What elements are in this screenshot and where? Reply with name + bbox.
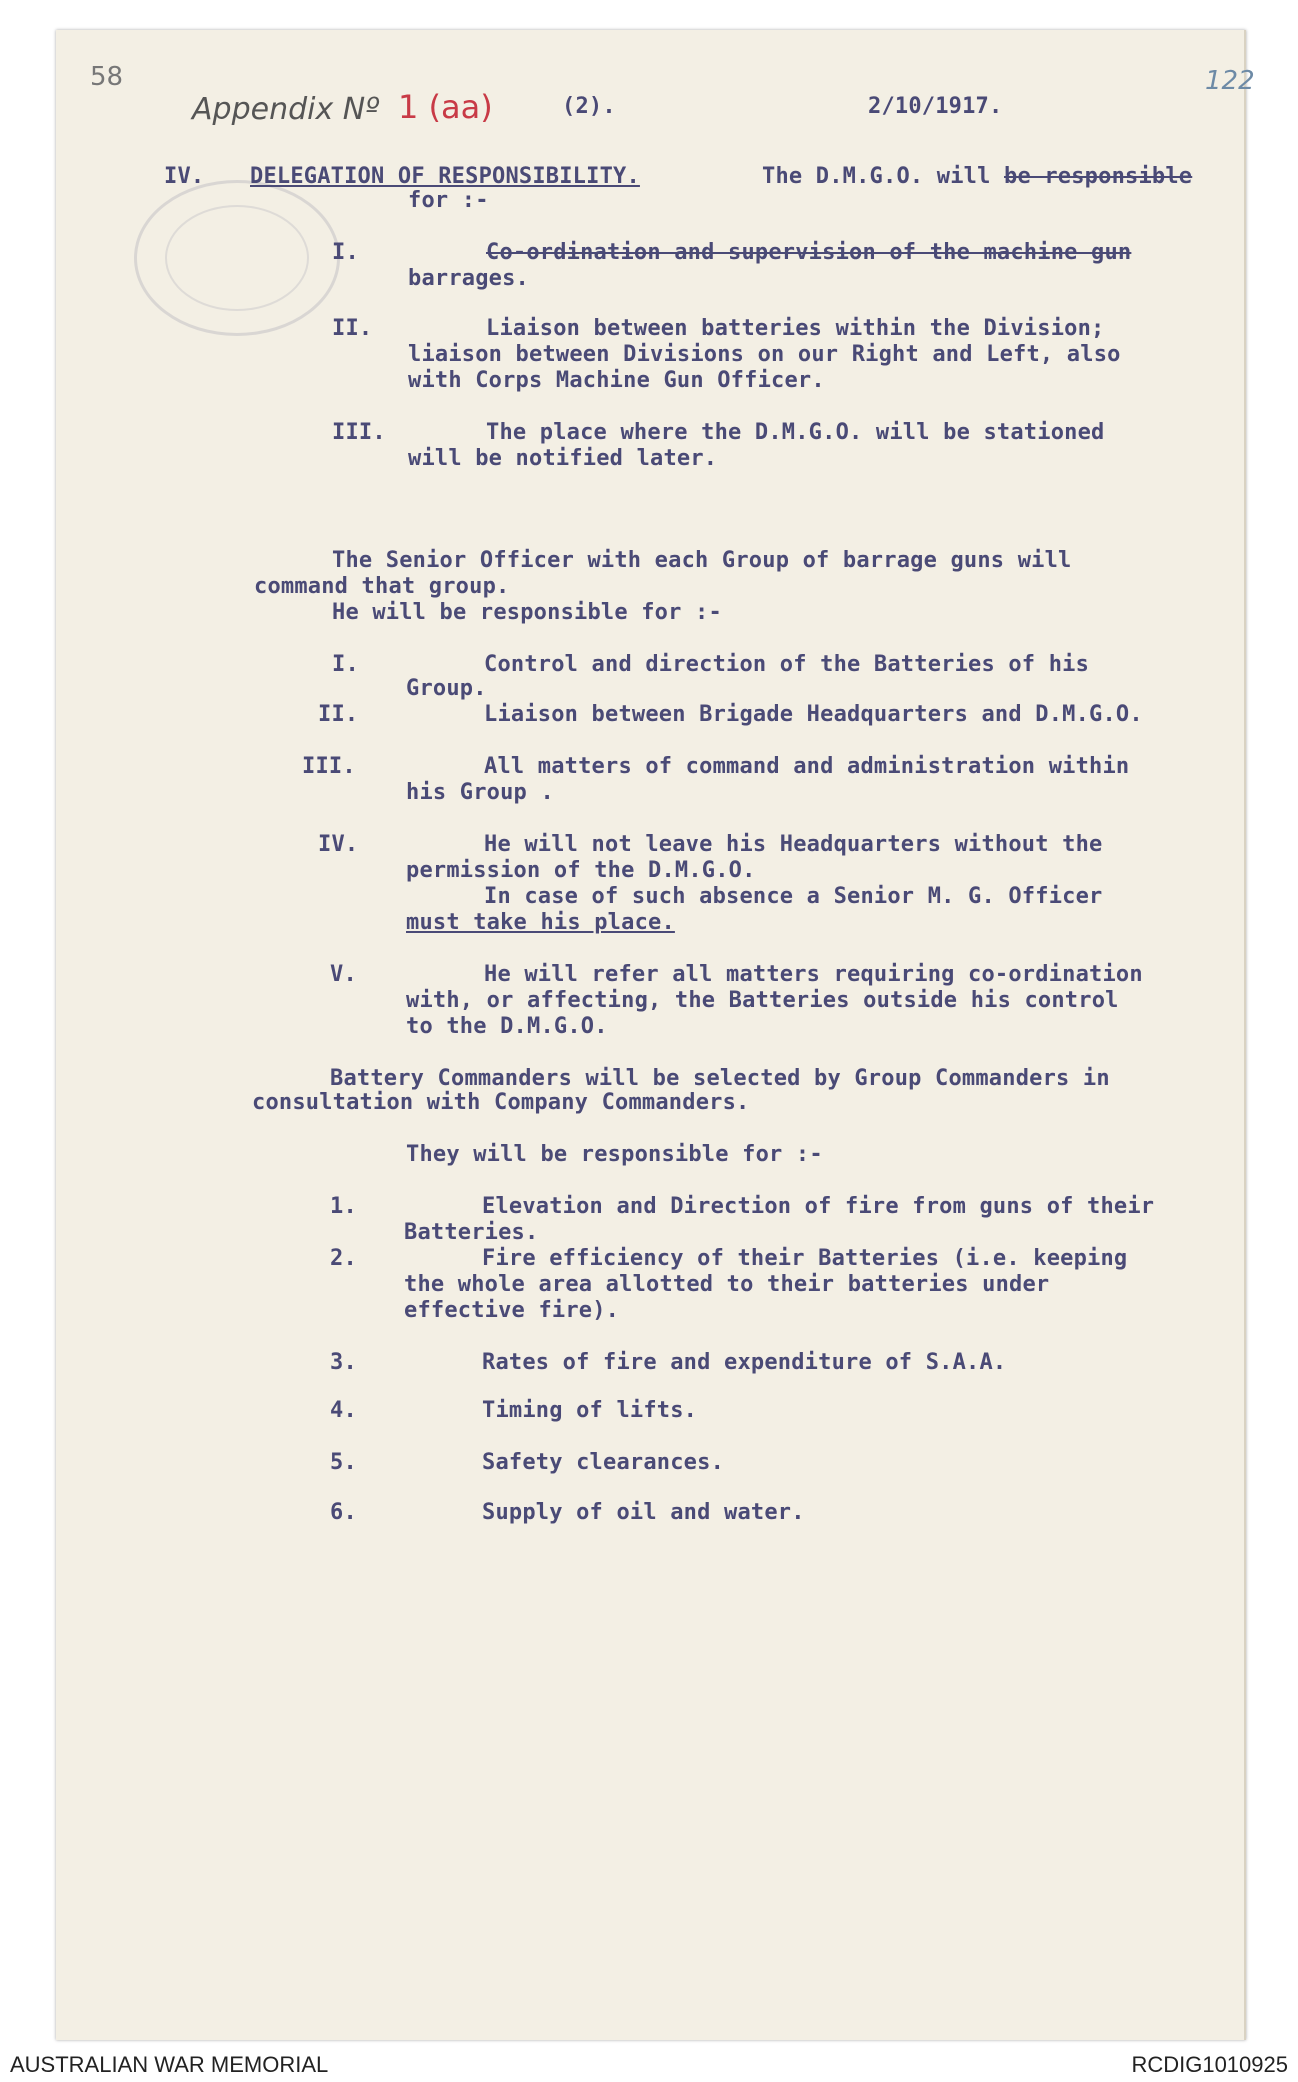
group-item-text: with, or affecting, the Batteries outside his control bbox=[406, 988, 1119, 1013]
footer-record-id: RCDIG1010925 bbox=[1131, 2052, 1288, 2077]
group-paragraph: The Senior Officer with each Group of barrage guns will bbox=[332, 548, 1072, 573]
battery-item-num: 4. bbox=[330, 1398, 357, 1423]
group-item-text: to the D.M.G.O. bbox=[406, 1014, 608, 1039]
battery-item-text: Safety clearances. bbox=[482, 1450, 725, 1475]
group-paragraph: He will be responsible for :- bbox=[332, 600, 722, 625]
battery-item-text: effective fire). bbox=[404, 1298, 620, 1323]
battery-item-text: Rates of fire and expenditure of S.A.A. bbox=[482, 1350, 1007, 1375]
group-item-text: In case of such absence a Senior M. G. Officer bbox=[484, 884, 1103, 909]
battery-item-text: Timing of lifts. bbox=[482, 1398, 698, 1423]
battery-item-num: 1. bbox=[330, 1194, 357, 1219]
page-marker: (2). bbox=[562, 94, 616, 119]
dmgo-item-text: with Corps Machine Gun Officer. bbox=[408, 368, 825, 393]
group-item-num: I. bbox=[332, 652, 359, 677]
group-paragraph: command that group. bbox=[254, 574, 510, 599]
group-item-text: Control and direction of the Batteries of his bbox=[484, 652, 1090, 677]
appendix-number: 1 (aa) bbox=[398, 88, 493, 126]
battery-item-text: Supply of oil and water. bbox=[482, 1500, 805, 1525]
footer-archive-name: AUSTRALIAN WAR MEMORIAL bbox=[10, 2052, 329, 2077]
battery-paragraph: consultation with Company Commanders. bbox=[252, 1090, 750, 1115]
group-item-text: must take his place. bbox=[406, 910, 675, 935]
dmgo-item-num: III. bbox=[332, 420, 386, 445]
group-item-text: his Group . bbox=[406, 780, 554, 805]
battery-item-num: 5. bbox=[330, 1450, 357, 1475]
battery-item-num: 6. bbox=[330, 1500, 357, 1525]
group-item-text: Liaison between Brigade Headquarters and D.M.G.O. bbox=[484, 702, 1143, 727]
group-item-num: III. bbox=[302, 754, 356, 779]
section-intro-cont: for :- bbox=[408, 188, 489, 213]
battery-item-text: Fire efficiency of their Batteries (i.e. keeping bbox=[482, 1246, 1128, 1271]
group-item-text: permission of the D.M.G.O. bbox=[406, 858, 756, 883]
section-intro: The D.M.G.O. will be responsible bbox=[762, 164, 1193, 189]
dmgo-item-num: II. bbox=[332, 316, 373, 341]
section-numeral: IV. bbox=[164, 164, 205, 189]
battery-item-text: Batteries. bbox=[404, 1220, 539, 1245]
dmgo-item-text: Co-ordination and supervision of the machine gun bbox=[486, 240, 1132, 265]
dmgo-item-text: liaison between Divisions on our Right and Left, also bbox=[408, 342, 1121, 367]
battery-item-num: 3. bbox=[330, 1350, 357, 1375]
document-date: 2/10/1917. bbox=[868, 94, 1003, 119]
group-item-num: V. bbox=[330, 962, 357, 987]
dmgo-item-text: Liaison between batteries within the Division; bbox=[486, 316, 1105, 341]
battery-item-num: 2. bbox=[330, 1246, 357, 1271]
battery-item-text: the whole area allotted to their batteries under bbox=[404, 1272, 1050, 1297]
battery-paragraph: Battery Commanders will be selected by Group Commanders in bbox=[330, 1066, 1110, 1091]
folio-left: 58 bbox=[90, 62, 124, 92]
battery-paragraph: They will be responsible for :- bbox=[406, 1142, 823, 1167]
dmgo-item-text: will be notified later. bbox=[408, 446, 718, 471]
group-item-text: He will not leave his Headquarters without the bbox=[484, 832, 1103, 857]
dmgo-item-text: The place where the D.M.G.O. will be stationed bbox=[486, 420, 1105, 445]
group-item-text: Group. bbox=[406, 676, 487, 701]
group-item-num: IV. bbox=[318, 832, 359, 857]
dmgo-item-text: barrages. bbox=[408, 266, 530, 291]
group-item-num: II. bbox=[318, 702, 359, 727]
folio-right: 122 bbox=[1205, 66, 1255, 96]
group-item-text: All matters of command and administration within bbox=[484, 754, 1130, 779]
battery-item-text: Elevation and Direction of fire from guns of their bbox=[482, 1194, 1155, 1219]
section-heading: DELEGATION OF RESPONSIBILITY. bbox=[250, 164, 640, 189]
group-item-text: He will refer all matters requiring co-ordination bbox=[484, 962, 1143, 987]
appendix-label: Appendix Nº bbox=[192, 92, 380, 127]
dmgo-item-num: I. bbox=[332, 240, 359, 265]
